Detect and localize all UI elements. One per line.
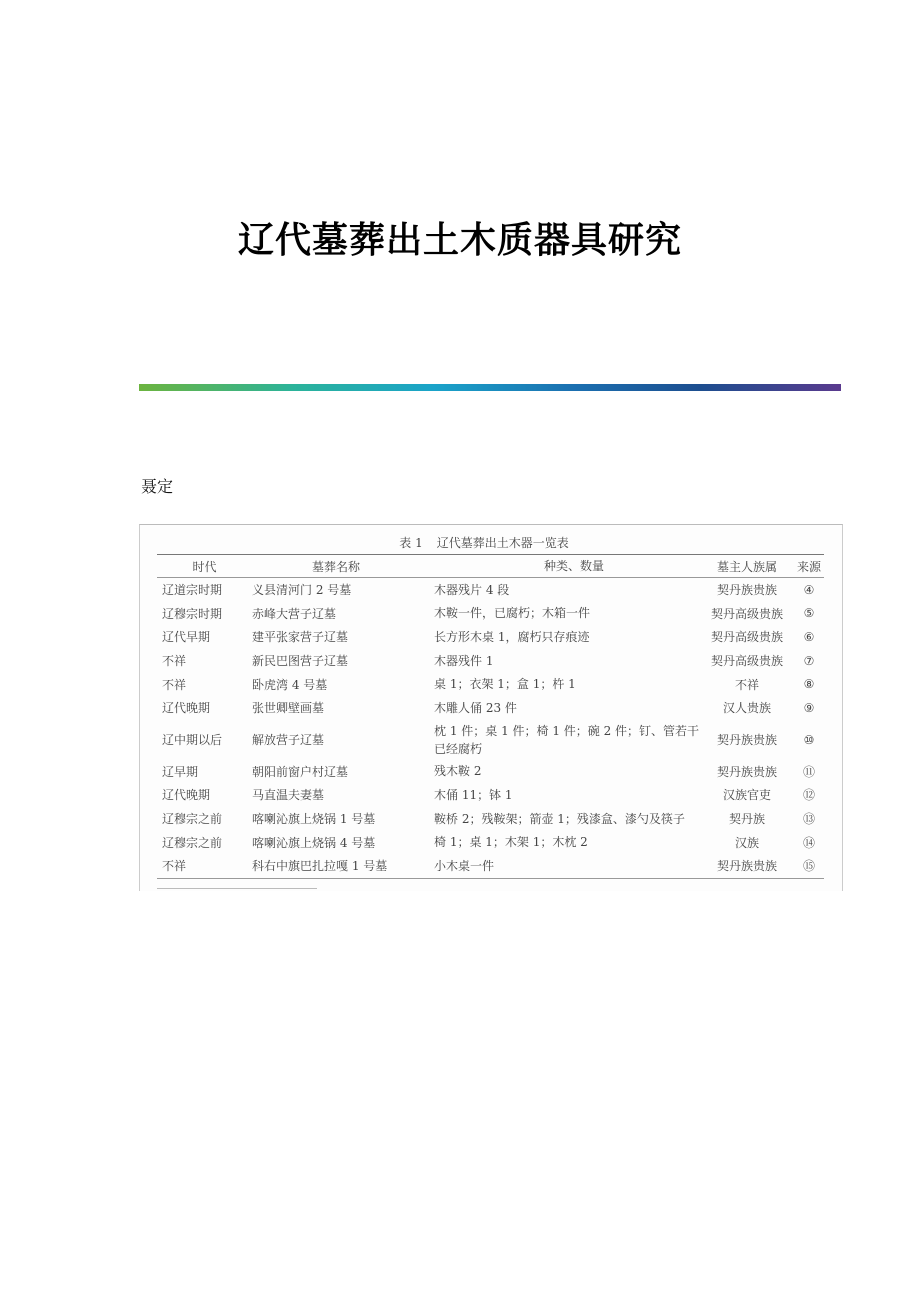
cell-tomb-name: 卧虎湾 4 号墓: [252, 677, 328, 692]
cell-tomb-name: 喀喇沁旗上烧锅 4 号墓: [252, 835, 376, 850]
cell-ethnicity: 契丹族贵族: [716, 733, 777, 748]
cell-type-quantity: 木器残片 4 段: [434, 582, 510, 597]
cell-period: 辽早期: [162, 764, 199, 779]
cell-period: 辽中期以后: [162, 733, 223, 748]
cell-type-quantity: 木鞍一件，已腐朽；木箱一件: [434, 606, 591, 621]
table-row: [157, 854, 824, 878]
table-caption-text: 辽代墓葬出土木器一览表: [436, 536, 569, 550]
cell-period: 辽道宗时期: [162, 583, 223, 598]
table-caption-number: 表 1: [399, 536, 423, 550]
wooden-artifacts-table: [157, 554, 824, 879]
cell-tomb-name: 新民巴图营子辽墓: [252, 654, 349, 669]
table-row: [157, 649, 824, 673]
cell-ethnicity: 汉族: [734, 835, 759, 850]
cell-type-quantity: 桌 1；衣架 1；盒 1；杵 1: [434, 677, 576, 692]
table-row: [157, 783, 824, 807]
header-ethnicity: 墓主人族属: [716, 559, 777, 574]
table-row: [157, 625, 824, 649]
cell-type-quantity: 长方形木桌 1，腐朽只存痕迹: [434, 629, 590, 644]
cell-period: 不祥: [162, 859, 187, 874]
document-title: 辽代墓葬出土木质器具研究: [237, 219, 682, 261]
cell-ethnicity: 契丹高级贵族: [710, 630, 783, 645]
cell-period: 辽代晚期: [162, 701, 211, 716]
cell-source: ⑮: [802, 859, 815, 874]
table-row: [157, 602, 824, 626]
cell-type-quantity: 小木桌一件: [434, 858, 495, 873]
cell-source: ⑧: [803, 677, 815, 692]
table-image: [139, 524, 843, 891]
cell-ethnicity: 契丹族: [728, 812, 765, 827]
header-source: 来源: [796, 559, 821, 574]
author-name: 聂定: [141, 477, 174, 496]
cell-ethnicity: 汉人贵族: [722, 701, 771, 716]
cell-ethnicity: 汉族官吏: [722, 788, 771, 803]
table-bottom-rule: [157, 878, 824, 879]
cell-tomb-name: 朝阳前窗户村辽墓: [252, 764, 349, 779]
cell-type-quantity: 木雕人俑 23 件: [434, 700, 517, 715]
cell-period: 辽代晚期: [162, 788, 211, 803]
table-row: [157, 672, 824, 696]
header-tomb-name: 墓葬名称: [312, 559, 361, 574]
table-header-row: [157, 554, 824, 578]
cell-source: ⑭: [802, 835, 815, 850]
table-caption: [140, 534, 842, 551]
footnote-rule: [157, 888, 317, 889]
cell-ethnicity: 契丹高级贵族: [710, 654, 783, 669]
table-row: [157, 696, 824, 720]
cell-source: ⑬: [802, 812, 815, 827]
cell-ethnicity: 契丹族贵族: [716, 583, 777, 598]
cell-tomb-name: 马直温夫妻墓: [252, 788, 325, 803]
header-period: 时代: [192, 559, 217, 574]
cell-ethnicity: 契丹高级贵族: [710, 606, 783, 621]
cell-type-quantity: 木俑 11；钵 1: [434, 787, 513, 802]
cell-type-quantity: 椅 1；桌 1；木架 1；木枕 2: [434, 835, 588, 850]
header-type-quantity: 种类、数量: [544, 559, 605, 573]
cell-period: 不祥: [162, 677, 187, 692]
cell-tomb-name: 科右中旗巴扎拉嘎 1 号墓: [252, 859, 388, 874]
cell-source: ⑩: [803, 732, 815, 747]
cell-source: ⑪: [802, 764, 815, 779]
cell-period: 辽穆宗之前: [162, 835, 223, 850]
cell-source: ⑦: [803, 653, 815, 668]
cell-tomb-name: 解放营子辽墓: [252, 733, 325, 748]
cell-ethnicity: 不祥: [734, 677, 759, 692]
table-row: [157, 578, 824, 602]
table-row: [157, 807, 824, 831]
cell-type-quantity: 残木鞍 2: [434, 764, 482, 779]
cell-type-quantity: 木器残件 1: [434, 653, 494, 668]
cell-tomb-name: 张世卿壁画墓: [252, 701, 325, 716]
cell-tomb-name: 建平张家营子辽墓: [252, 630, 349, 645]
cell-tomb-name: 喀喇沁旗上烧锅 1 号墓: [252, 812, 376, 827]
table-row: [157, 830, 824, 854]
cell-period: 不祥: [162, 654, 187, 669]
cell-source: ⑨: [803, 700, 815, 715]
cell-type-quantity: 鞍桥 2；残鞍架；箭壶 1；残漆盒、漆勺及筷子: [434, 811, 685, 826]
gradient-divider: [139, 384, 841, 391]
cell-source: ⑤: [803, 606, 815, 621]
cell-ethnicity: 契丹族贵族: [716, 764, 777, 779]
cell-ethnicity: 契丹族贵族: [716, 859, 777, 874]
cell-source: ⑥: [803, 629, 815, 644]
cell-type-quantity: 枕 1 件；桌 1 件；椅 1 件；碗 2 件；钉、管若干已经腐朽: [434, 723, 700, 756]
table-row: [157, 760, 824, 784]
cell-period: 辽穆宗之前: [162, 812, 223, 827]
cell-period: 辽代早期: [162, 630, 211, 645]
cell-tomb-name: 赤峰大营子辽墓: [252, 606, 337, 621]
table-row: [157, 720, 824, 760]
cell-source: ⑫: [802, 788, 815, 803]
cell-period: 辽穆宗时期: [162, 606, 223, 621]
cell-source: ④: [803, 582, 815, 597]
cell-tomb-name: 义县清河门 2 号墓: [252, 583, 352, 598]
